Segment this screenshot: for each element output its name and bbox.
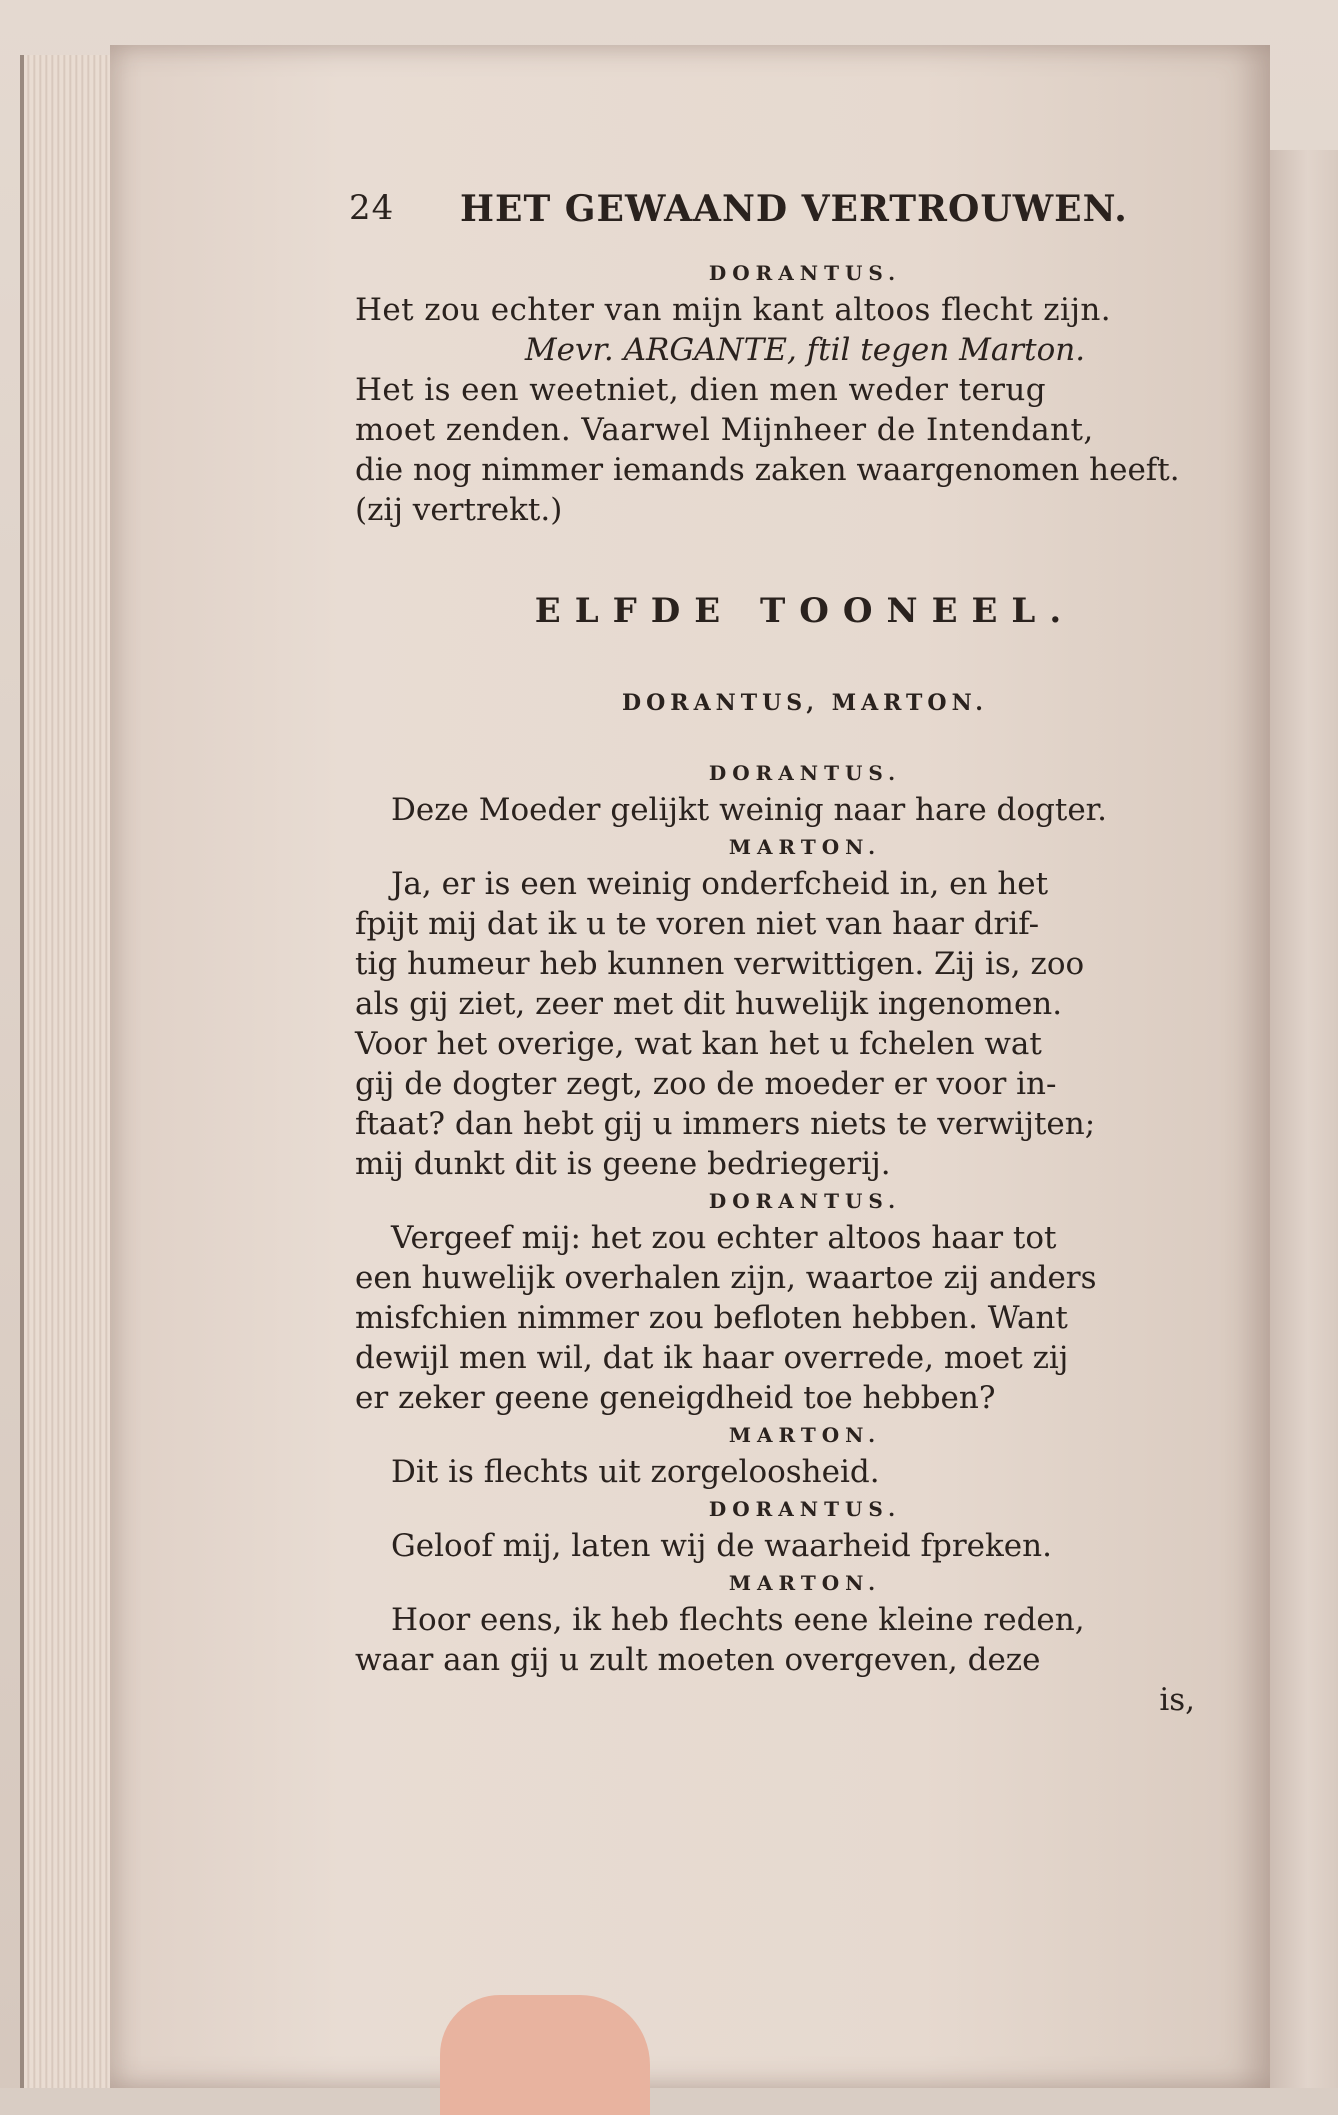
running-title: HET GEWAAND VERTROUWEN. [460, 188, 1128, 230]
page-number: 24 [349, 188, 395, 228]
text-line: Ja, er is een weinig onderfcheid in, en het [391, 866, 1049, 902]
text-line: ftaat? dan hebt gij u immers niets te verwijten; [355, 1106, 1096, 1142]
stage-direction: Mevr. ARGANTE, ftil tegen Marton. [524, 332, 1086, 368]
speaker-label: MARTON. [728, 835, 882, 859]
speaker-label: DORANTUS. [708, 261, 902, 285]
text-line: moet zenden. Vaarwel Mijnheer de Intendant, [355, 412, 1094, 448]
text-line: waar aan gij u zult moeten overgeven, deze [355, 1642, 1041, 1678]
text-line: dewijl men wil, dat ik haar overrede, moet zij [355, 1340, 1069, 1376]
scene-title: ELFDE TOONEEL. [534, 591, 1076, 631]
text-line: misfchien nimmer zou befloten hebben. Want [355, 1300, 1068, 1336]
page-text [349, 180, 1255, 1720]
text-line: er zeker geene geneigdheid toe hebben? [355, 1380, 996, 1416]
running-header [349, 180, 1255, 256]
speaker-label: DORANTUS. [708, 1497, 902, 1521]
text-line: gij de dogter zegt, zoo de moeder er voor in- [355, 1066, 1057, 1102]
page-edges [20, 55, 124, 2088]
text-line: Hoor eens, ik heb flechts eene kleine reden, [391, 1602, 1085, 1638]
facing-page [1262, 150, 1338, 2088]
text-line: mij dunkt dit is geene bedriegerij. [355, 1146, 891, 1182]
text-line: Het is een weetniet, dien men weder terug [355, 372, 1047, 408]
text-line: als gij ziet, zeer met dit huwelijk ingenomen. [355, 986, 1063, 1022]
text-line: Dit is flechts uit zorgeloosheid. [391, 1454, 880, 1490]
text-line: fpijt mij dat ik u te voren niet van haar drif- [355, 906, 1040, 942]
speaker-label: MARTON. [728, 1571, 882, 1595]
text-line: Voor het overige, wat kan het u fchelen wat [355, 1026, 1042, 1062]
speaker-label: DORANTUS. [708, 761, 902, 785]
text-line: die nog nimmer iemands zaken waargenomen heeft. [355, 452, 1180, 488]
text-line: Het zou echter van mijn kant altoos flecht zijn. [355, 292, 1111, 328]
speaker-label: DORANTUS. [708, 1189, 902, 1213]
text-line: Geloof mij, laten wij de waarheid fpreken. [391, 1528, 1052, 1564]
text-line: Deze Moeder gelijkt weinig naar hare dogter. [391, 792, 1107, 828]
text-line: (zij vertrekt.) [355, 492, 563, 528]
scene-characters: DORANTUS, MARTON. [622, 690, 988, 716]
thumb [440, 1995, 650, 2115]
text-line: Vergeef mij: het zou echter altoos haar tot [391, 1220, 1057, 1256]
speaker-label: MARTON. [728, 1423, 882, 1447]
text-line: tig humeur heb kunnen verwittigen. Zij is, zoo [355, 946, 1085, 982]
catchword: is, [1159, 1682, 1195, 1718]
text-line: een huwelijk overhalen zijn, waartoe zij anders [355, 1260, 1097, 1296]
